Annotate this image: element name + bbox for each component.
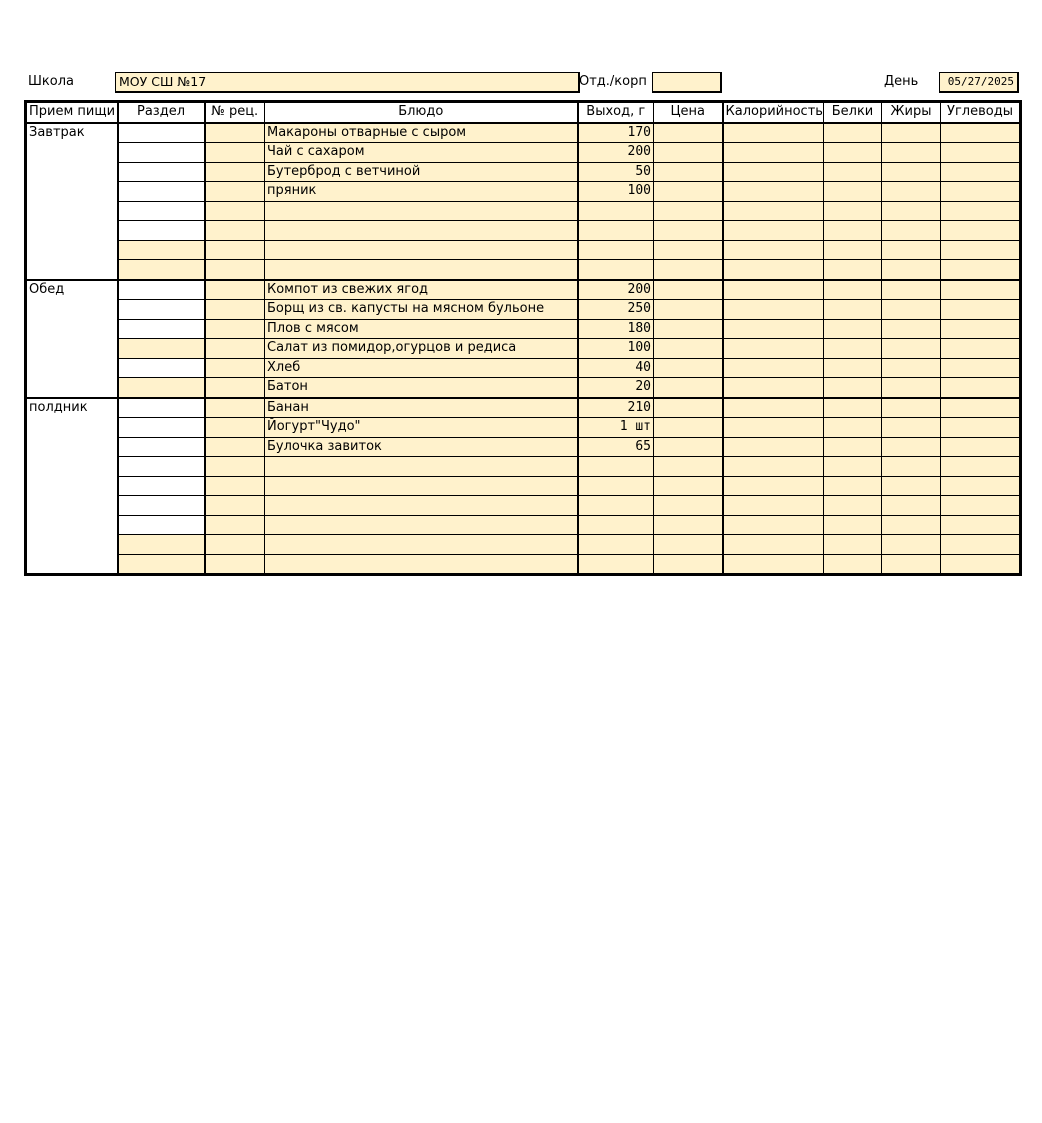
price-cell[interactable] <box>654 496 723 516</box>
protein-cell[interactable] <box>824 201 882 221</box>
col-header-recipe: № рец. <box>205 102 265 123</box>
dish-cell[interactable] <box>265 457 578 477</box>
protein-cell[interactable] <box>824 319 882 339</box>
carbs-cell[interactable] <box>941 378 1021 398</box>
carbs-cell[interactable] <box>941 201 1021 221</box>
dish-cell[interactable]: Булочка завиток <box>265 437 578 457</box>
carbs-cell[interactable] <box>941 339 1021 359</box>
recipe-number-cell[interactable] <box>205 535 265 555</box>
section-cell[interactable] <box>118 280 205 300</box>
dish-cell[interactable]: пряник <box>265 182 578 202</box>
fat-cell[interactable] <box>882 476 941 496</box>
price-cell[interactable] <box>654 554 723 575</box>
fat-cell[interactable] <box>882 319 941 339</box>
carbs-cell[interactable] <box>941 418 1021 438</box>
protein-cell[interactable] <box>824 535 882 555</box>
calories-cell[interactable] <box>723 201 824 221</box>
table-row <box>26 182 1021 202</box>
dish-cell[interactable]: Банан <box>265 398 578 418</box>
price-cell[interactable] <box>654 260 723 280</box>
price-cell[interactable] <box>654 515 723 535</box>
yield-cell[interactable]: 40 <box>578 358 654 378</box>
dish-cell[interactable] <box>265 201 578 221</box>
section-cell[interactable] <box>118 418 205 438</box>
school-label: Школа <box>28 74 74 89</box>
table-row <box>26 457 1021 477</box>
section-cell[interactable] <box>118 201 205 221</box>
dish-cell[interactable]: Макароны отварные с сыром <box>265 123 578 143</box>
recipe-number-cell[interactable] <box>205 280 265 300</box>
table-row <box>26 143 1021 163</box>
fat-cell[interactable] <box>882 554 941 575</box>
recipe-number-cell[interactable] <box>205 221 265 241</box>
carbs-cell[interactable] <box>941 123 1021 143</box>
fat-cell[interactable] <box>882 535 941 555</box>
dish-cell[interactable]: Батон <box>265 378 578 398</box>
fat-cell[interactable] <box>882 457 941 477</box>
recipe-number-cell[interactable] <box>205 143 265 163</box>
yield-cell[interactable]: 20 <box>578 378 654 398</box>
calories-cell[interactable] <box>723 260 824 280</box>
protein-cell[interactable] <box>824 339 882 359</box>
fat-cell[interactable] <box>882 162 941 182</box>
calories-cell[interactable] <box>723 535 824 555</box>
protein-cell[interactable] <box>824 143 882 163</box>
dept-field[interactable] <box>652 72 722 93</box>
carbs-cell[interactable] <box>941 476 1021 496</box>
school-field[interactable]: МОУ СШ №17 <box>115 72 580 93</box>
calories-cell[interactable] <box>723 457 824 477</box>
dish-cell[interactable] <box>265 554 578 575</box>
price-cell[interactable] <box>654 201 723 221</box>
recipe-number-cell[interactable] <box>205 476 265 496</box>
protein-cell[interactable] <box>824 123 882 143</box>
yield-cell[interactable] <box>578 515 654 535</box>
protein-cell[interactable] <box>824 378 882 398</box>
recipe-number-cell[interactable] <box>205 358 265 378</box>
yield-cell[interactable]: 1 шт <box>578 418 654 438</box>
col-header-calories: Калорийность <box>723 102 824 123</box>
protein-cell[interactable] <box>824 240 882 260</box>
price-cell[interactable] <box>654 378 723 398</box>
table-row <box>26 319 1021 339</box>
recipe-number-cell[interactable] <box>205 554 265 575</box>
price-cell[interactable] <box>654 418 723 438</box>
yield-cell[interactable] <box>578 535 654 555</box>
fat-cell[interactable] <box>882 339 941 359</box>
recipe-number-cell[interactable] <box>205 418 265 438</box>
yield-cell[interactable]: 65 <box>578 437 654 457</box>
price-cell[interactable] <box>654 319 723 339</box>
yield-cell[interactable]: 100 <box>578 182 654 202</box>
yield-cell[interactable] <box>578 221 654 241</box>
carbs-cell[interactable] <box>941 554 1021 575</box>
carbs-cell[interactable] <box>941 182 1021 202</box>
fat-cell[interactable] <box>882 496 941 516</box>
col-header-dish: Блюдо <box>265 102 578 123</box>
calories-cell[interactable] <box>723 515 824 535</box>
yield-cell[interactable]: 250 <box>578 300 654 320</box>
calories-cell[interactable] <box>723 300 824 320</box>
protein-cell[interactable] <box>824 221 882 241</box>
section-cell[interactable] <box>118 339 205 359</box>
section-cell[interactable] <box>118 457 205 477</box>
carbs-cell[interactable] <box>941 240 1021 260</box>
fat-cell[interactable] <box>882 437 941 457</box>
price-cell[interactable] <box>654 280 723 300</box>
price-cell[interactable] <box>654 123 723 143</box>
calories-cell[interactable] <box>723 162 824 182</box>
day-field[interactable]: 05/27/2025 <box>939 72 1019 93</box>
fat-cell[interactable] <box>882 260 941 280</box>
table-row <box>26 358 1021 378</box>
price-cell[interactable] <box>654 221 723 241</box>
yield-cell[interactable]: 180 <box>578 319 654 339</box>
table-row <box>26 201 1021 221</box>
yield-cell[interactable]: 100 <box>578 339 654 359</box>
fat-cell[interactable] <box>882 358 941 378</box>
section-cell[interactable] <box>118 496 205 516</box>
protein-cell[interactable] <box>824 554 882 575</box>
section-cell[interactable] <box>118 437 205 457</box>
carbs-cell[interactable] <box>941 143 1021 163</box>
carbs-cell[interactable] <box>941 515 1021 535</box>
price-cell[interactable] <box>654 182 723 202</box>
protein-cell[interactable] <box>824 437 882 457</box>
table-row <box>26 496 1021 516</box>
carbs-cell[interactable] <box>941 535 1021 555</box>
col-header-section: Раздел <box>118 102 205 123</box>
col-header-yield: Выход, г <box>578 102 654 123</box>
section-cell[interactable] <box>118 515 205 535</box>
fat-cell[interactable] <box>882 378 941 398</box>
dish-cell[interactable]: Чай с сахаром <box>265 143 578 163</box>
protein-cell[interactable] <box>824 398 882 418</box>
calories-cell[interactable] <box>723 437 824 457</box>
section-cell[interactable] <box>118 554 205 575</box>
col-header-protein: Белки <box>824 102 882 123</box>
recipe-number-cell[interactable] <box>205 162 265 182</box>
table-row <box>26 221 1021 241</box>
calories-cell[interactable] <box>723 554 824 575</box>
recipe-number-cell[interactable] <box>205 437 265 457</box>
carbs-cell[interactable] <box>941 496 1021 516</box>
section-cell[interactable] <box>118 535 205 555</box>
calories-cell[interactable] <box>723 123 824 143</box>
section-cell[interactable] <box>118 162 205 182</box>
protein-cell[interactable] <box>824 300 882 320</box>
protein-cell[interactable] <box>824 476 882 496</box>
table-row <box>26 515 1021 535</box>
dish-cell[interactable]: Компот из свежих ягод <box>265 280 578 300</box>
meal-name-cell: Обед <box>26 280 118 398</box>
fat-cell[interactable] <box>882 123 941 143</box>
price-cell[interactable] <box>654 535 723 555</box>
carbs-cell[interactable] <box>941 319 1021 339</box>
protein-cell[interactable] <box>824 280 882 300</box>
calories-cell[interactable] <box>723 358 824 378</box>
fat-cell[interactable] <box>882 221 941 241</box>
price-cell[interactable] <box>654 143 723 163</box>
carbs-cell[interactable] <box>941 280 1021 300</box>
fat-cell[interactable] <box>882 515 941 535</box>
table-row <box>26 123 1021 143</box>
calories-cell[interactable] <box>723 378 824 398</box>
protein-cell[interactable] <box>824 260 882 280</box>
dish-cell[interactable]: Салат из помидор,огурцов и редиса <box>265 339 578 359</box>
table-row <box>26 339 1021 359</box>
section-cell[interactable] <box>118 378 205 398</box>
price-cell[interactable] <box>654 162 723 182</box>
section-cell[interactable] <box>118 221 205 241</box>
carbs-cell[interactable] <box>941 437 1021 457</box>
dish-cell[interactable]: Йогурт"Чудо" <box>265 418 578 438</box>
carbs-cell[interactable] <box>941 162 1021 182</box>
price-cell[interactable] <box>654 398 723 418</box>
section-cell[interactable] <box>118 398 205 418</box>
recipe-number-cell[interactable] <box>205 240 265 260</box>
price-cell[interactable] <box>654 437 723 457</box>
calories-cell[interactable] <box>723 319 824 339</box>
col-header-carbs: Углеводы <box>941 102 1021 123</box>
calories-cell[interactable] <box>723 496 824 516</box>
col-header-price: Цена <box>654 102 723 123</box>
meal-name-cell: Завтрак <box>26 123 118 280</box>
carbs-cell[interactable] <box>941 398 1021 418</box>
dish-cell[interactable]: Плов с мясом <box>265 319 578 339</box>
yield-cell[interactable] <box>578 240 654 260</box>
price-cell[interactable] <box>654 476 723 496</box>
table-row <box>26 260 1021 280</box>
section-cell[interactable] <box>118 260 205 280</box>
dish-cell[interactable]: Бутерброд с ветчиной <box>265 162 578 182</box>
calories-cell[interactable] <box>723 339 824 359</box>
table-row <box>26 554 1021 575</box>
section-cell[interactable] <box>118 319 205 339</box>
fat-cell[interactable] <box>882 280 941 300</box>
dish-cell[interactable] <box>265 515 578 535</box>
carbs-cell[interactable] <box>941 260 1021 280</box>
dish-cell[interactable]: Хлеб <box>265 358 578 378</box>
price-cell[interactable] <box>654 358 723 378</box>
table-row <box>26 418 1021 438</box>
calories-cell[interactable] <box>723 182 824 202</box>
protein-cell[interactable] <box>824 418 882 438</box>
dept-label: Отд./корп <box>579 74 647 89</box>
fat-cell[interactable] <box>882 182 941 202</box>
table-row <box>26 300 1021 320</box>
yield-cell[interactable]: 200 <box>578 143 654 163</box>
recipe-number-cell[interactable] <box>205 515 265 535</box>
yield-cell[interactable] <box>578 457 654 477</box>
table-row <box>26 476 1021 496</box>
menu-table <box>24 100 1022 576</box>
table-row <box>26 240 1021 260</box>
section-cell[interactable] <box>118 240 205 260</box>
header-row <box>26 102 1021 123</box>
yield-cell[interactable] <box>578 496 654 516</box>
fat-cell[interactable] <box>882 300 941 320</box>
yield-cell[interactable]: 50 <box>578 162 654 182</box>
dish-cell[interactable] <box>265 476 578 496</box>
calories-cell[interactable] <box>723 143 824 163</box>
yield-cell[interactable] <box>578 554 654 575</box>
dish-cell[interactable] <box>265 535 578 555</box>
carbs-cell[interactable] <box>941 300 1021 320</box>
protein-cell[interactable] <box>824 496 882 516</box>
table-row <box>26 378 1021 398</box>
dish-cell[interactable] <box>265 260 578 280</box>
table-row <box>26 437 1021 457</box>
section-cell[interactable] <box>118 476 205 496</box>
yield-cell[interactable]: 210 <box>578 398 654 418</box>
yield-cell[interactable] <box>578 260 654 280</box>
table-row <box>26 280 1021 300</box>
calories-cell[interactable] <box>723 280 824 300</box>
section-cell[interactable] <box>118 143 205 163</box>
yield-cell[interactable]: 170 <box>578 123 654 143</box>
section-cell[interactable] <box>118 358 205 378</box>
dish-cell[interactable] <box>265 240 578 260</box>
protein-cell[interactable] <box>824 515 882 535</box>
fat-cell[interactable] <box>882 240 941 260</box>
protein-cell[interactable] <box>824 162 882 182</box>
section-cell[interactable] <box>118 182 205 202</box>
fat-cell[interactable] <box>882 418 941 438</box>
yield-cell[interactable] <box>578 476 654 496</box>
price-cell[interactable] <box>654 300 723 320</box>
recipe-number-cell[interactable] <box>205 457 265 477</box>
price-cell[interactable] <box>654 457 723 477</box>
fat-cell[interactable] <box>882 201 941 221</box>
recipe-number-cell[interactable] <box>205 123 265 143</box>
section-cell[interactable] <box>118 123 205 143</box>
col-header-meal: Прием пищи <box>26 102 118 123</box>
recipe-number-cell[interactable] <box>205 201 265 221</box>
protein-cell[interactable] <box>824 182 882 202</box>
calories-cell[interactable] <box>723 476 824 496</box>
recipe-number-cell[interactable] <box>205 496 265 516</box>
meal-name-cell: полдник <box>26 398 118 575</box>
recipe-number-cell[interactable] <box>205 378 265 398</box>
recipe-number-cell[interactable] <box>205 319 265 339</box>
col-header-fat: Жиры <box>882 102 941 123</box>
price-cell[interactable] <box>654 240 723 260</box>
calories-cell[interactable] <box>723 418 824 438</box>
carbs-cell[interactable] <box>941 457 1021 477</box>
recipe-number-cell[interactable] <box>205 300 265 320</box>
day-label: День <box>884 74 919 89</box>
fat-cell[interactable] <box>882 143 941 163</box>
price-cell[interactable] <box>654 339 723 359</box>
carbs-cell[interactable] <box>941 358 1021 378</box>
section-cell[interactable] <box>118 300 205 320</box>
recipe-number-cell[interactable] <box>205 182 265 202</box>
calories-cell[interactable] <box>723 398 824 418</box>
protein-cell[interactable] <box>824 358 882 378</box>
recipe-number-cell[interactable] <box>205 339 265 359</box>
carbs-cell[interactable] <box>941 221 1021 241</box>
table-row <box>26 398 1021 418</box>
recipe-number-cell[interactable] <box>205 260 265 280</box>
dish-cell[interactable]: Борщ из св. капусты на мясном бульоне <box>265 300 578 320</box>
calories-cell[interactable] <box>723 240 824 260</box>
calories-cell[interactable] <box>723 221 824 241</box>
table-row <box>26 162 1021 182</box>
yield-cell[interactable]: 200 <box>578 280 654 300</box>
fat-cell[interactable] <box>882 398 941 418</box>
table-row <box>26 535 1021 555</box>
dish-cell[interactable] <box>265 496 578 516</box>
dish-cell[interactable] <box>265 221 578 241</box>
yield-cell[interactable] <box>578 201 654 221</box>
protein-cell[interactable] <box>824 457 882 477</box>
recipe-number-cell[interactable] <box>205 398 265 418</box>
